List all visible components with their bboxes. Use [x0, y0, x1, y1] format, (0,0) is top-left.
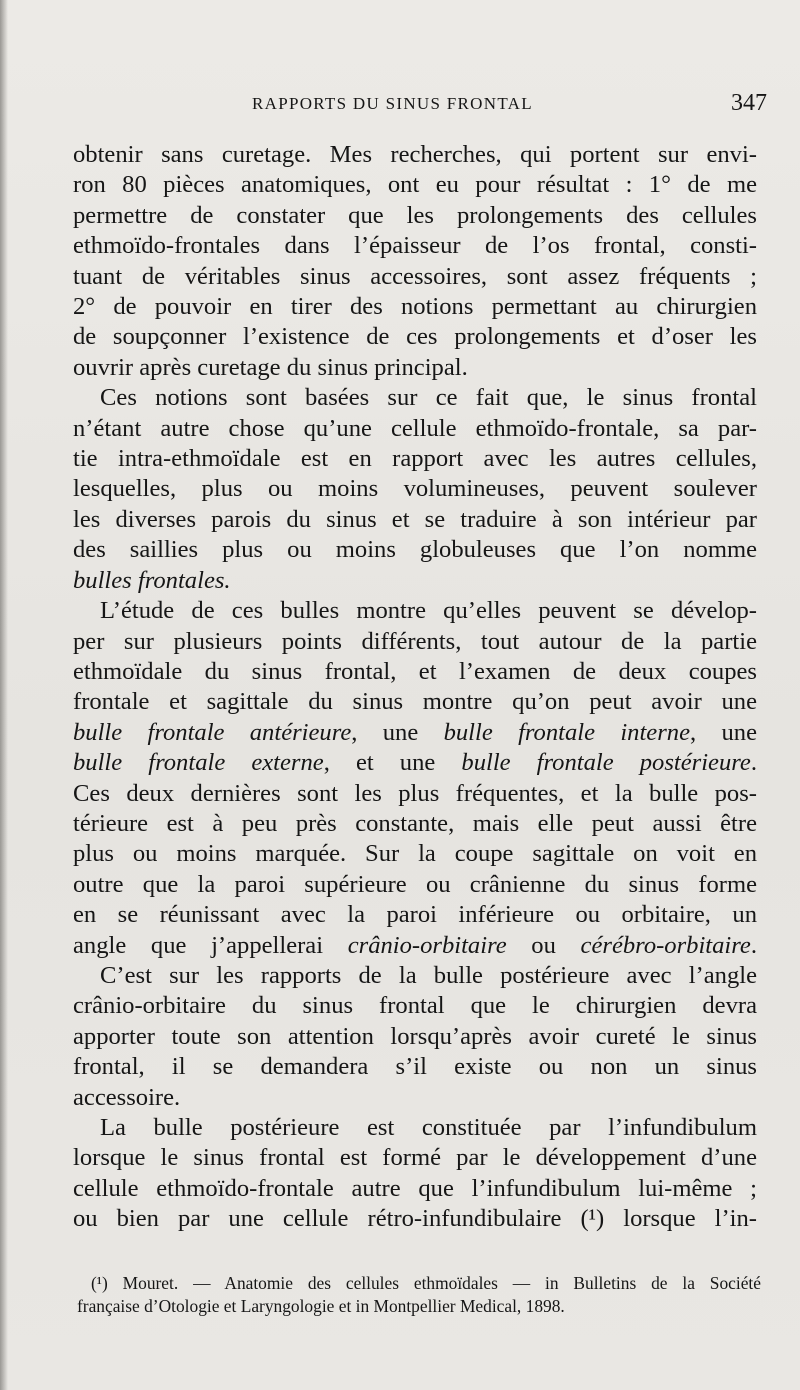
footnote-line: (¹) Mouret. — Anatomie des cellules ethmoïdales — in Bulletins de la Société	[91, 1273, 761, 1293]
text-line: per sur plusieurs points différents, tout autour de la partie	[73, 627, 757, 655]
text-line: térieure est à peu près constante, mais elle peut aussi être	[73, 809, 757, 837]
text-line: tuant de véritables sinus accessoires, sont assez fréquents ;	[73, 262, 757, 290]
text-line: plus ou moins marquée. Sur la coupe sagittale on voit en	[73, 840, 757, 868]
text-line: n’étant autre chose qu’une cellule ethmoïdo-frontale, sa par-	[73, 414, 757, 442]
text-line: bulle frontale externe, et une bulle frontale postérieure.	[73, 749, 757, 777]
text-line: lorsque le sinus frontal est formé par le développement d’une	[73, 1144, 757, 1172]
running-header: RAPPORTS DU SINUS FRONTAL	[252, 94, 533, 113]
text-line: tie intra-ethmoïdale est en rapport avec les autres cellules,	[73, 445, 757, 473]
text-line: ouvrir après curetage du sinus principal.	[73, 353, 468, 381]
text-line: frontal, il se demandera s’il existe ou non un sinus	[73, 1053, 757, 1081]
text-line: La bulle postérieure est constituée par l’infundibulum	[100, 1114, 757, 1141]
text-line: des saillies plus ou moins globuleuses que l’on nomme	[73, 536, 757, 564]
text-line: crânio-orbitaire du sinus frontal que le chirurgien devra	[73, 992, 757, 1020]
text-line: ethmoïdale du sinus frontal, et l’examen de deux coupes	[73, 657, 757, 685]
text-line: Ces deux dernières sont les plus fréquentes, et la bulle pos-	[73, 779, 757, 807]
text-line: accessoire.	[73, 1083, 181, 1111]
text-line: en se réunissant avec la paroi inférieure ou orbitaire, un	[73, 901, 757, 929]
text-line: cellule ethmoïdo-frontale autre que l’infundibulum lui-même ;	[73, 1174, 757, 1202]
text-line: 2° de pouvoir en tirer des notions permettant au chirurgien	[73, 293, 757, 321]
text-line: L’étude de ces bulles montre qu’elles peuvent se dévelop-	[100, 597, 757, 625]
page-edge-shadow	[0, 0, 8, 1390]
text-line: ethmoïdo-frontales dans l’épaisseur de l’os frontal, consti-	[73, 232, 757, 260]
page-number: 347	[731, 90, 767, 116]
text-line: frontale et sagittale du sinus montre qu’on peut avoir une	[73, 688, 757, 716]
text-line: Ces notions sont basées sur ce fait que, le sinus frontal	[100, 384, 757, 412]
text-line: ou bien par une cellule rétro-infundibulaire (¹) lorsque l’in-	[73, 1205, 757, 1233]
footnote	[77, 1272, 761, 1318]
text-line: C’est sur les rapports de la bulle postérieure avec l’angle	[100, 961, 757, 989]
text-line: bulles frontales.	[73, 566, 231, 594]
text-line: ron 80 pièces anatomiques, ont eu pour résultat : 1° de me	[73, 171, 757, 199]
text-line: de soupçonner l’existence de ces prolongements et d’oser les	[73, 323, 757, 351]
text-line: angle que j’appellerai crânio-orbitaire ou cérébro-orbitaire.	[73, 931, 757, 959]
text-line: bulle frontale antérieure, une bulle frontale interne, une	[73, 718, 757, 746]
text-line: obtenir sans curetage. Mes recherches, qui portent sur envi-	[73, 141, 757, 168]
text-line: permettre de constater que les prolongements des cellules	[73, 201, 757, 229]
body-text	[73, 140, 757, 1235]
text-line: apporter toute son attention lorsqu’après avoir cureté le sinus	[73, 1022, 757, 1050]
text-line: les diverses parois du sinus et se traduire à son intérieur par	[73, 505, 757, 533]
footnote-line: française d’Otologie et Laryngologie et in Montpellier Medical, 1898.	[77, 1296, 565, 1316]
text-line: outre que la paroi supérieure ou crânienne du sinus forme	[73, 870, 757, 898]
text-line: lesquelles, plus ou moins volumineuses, peuvent soulever	[73, 475, 757, 503]
